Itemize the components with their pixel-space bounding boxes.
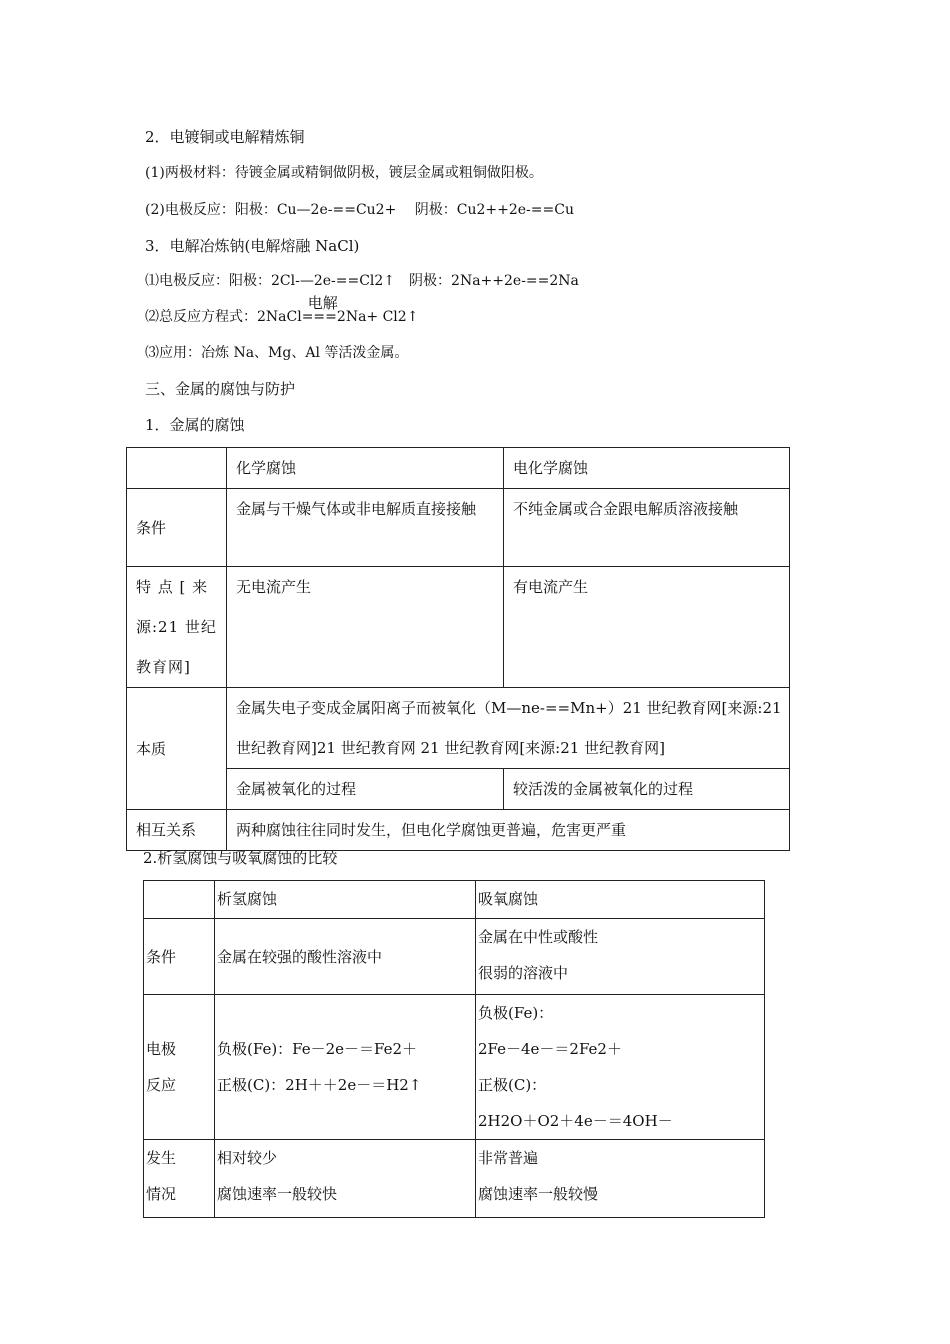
table-cell: 金属被氧化的过程 [227,769,504,810]
row-label: 条件 [144,919,215,995]
cell-line: 电极 [146,1040,177,1058]
section3-item3: ⑶应用：冶炼 Na、Mg、Al 等活泼金属。 [145,345,409,361]
table-cell: 两种腐蚀往往同时发生，但电化学腐蚀更普遍，危害更严重 [227,810,790,851]
section2-item2: (2)电极反应：阳极：Cu—2e-==Cu2+ 阴极：Cu2++2e-==Cu [145,202,574,218]
cell-line: 2H2O＋O2＋4e－＝4OH－ [478,1112,673,1130]
table-header-cell: 电化学腐蚀 [504,448,790,489]
section2-item1: (1)两极材料：待镀金属或精铜做阴极，镀层金属或粗铜做阳极。 [145,165,543,181]
table-header-cell [144,881,215,919]
cell-line: 腐蚀速率一般较快 [217,1185,338,1203]
row-label [144,1140,215,1218]
table-header-cell [127,448,227,489]
table-row [127,448,790,489]
electrolysis-condition: 电解 [307,294,338,312]
cell-line: 金属在中性或酸性 [478,928,599,946]
electrolysis-sign [301,294,338,327]
cell-line: 正极(C)： [478,1076,547,1094]
section3-item2 [145,294,419,327]
table-cell: 无电流产生 [227,567,504,688]
table-row [127,769,790,810]
table-cell [215,1140,476,1218]
table-cell: 金属失电子变成金属阳离子而被氧化（M—ne-==Mn+）21 世纪教育网[来源:21 世纪教育网]21 世纪教育网 21 世纪教育网[来源:21 世纪教育网] [227,688,790,769]
cell-line: 负极(Fe)：Fe－2e－＝Fe2＋ [217,1040,418,1058]
row-label: 条件 [127,489,227,567]
cell-line: 腐蚀速率一般较慢 [478,1185,599,1203]
equation-suffix: 2Na+ Cl2↑ [336,309,419,325]
section3-heading: 3．电解冶炼钠(电解熔融 NaCl) [145,237,360,255]
cell-line: 正极(C)：2H＋＋2e－＝H2↑ [217,1076,422,1094]
equation-arrow: === [301,309,337,325]
table-cell: 有电流产生 [504,567,790,688]
hydrogen-oxygen-table [143,880,765,1218]
table-cell: 金属在较强的酸性溶液中 [215,919,476,995]
part3-sub2: 2.析氢腐蚀与吸氧腐蚀的比较 [143,849,338,867]
cell-line: 发生 [146,1149,177,1167]
row-label: 本质 [127,688,227,810]
cell-line: 反应 [146,1076,177,1094]
cell-line: 负极(Fe)： [478,1004,554,1022]
table-row [144,881,765,919]
cell-line: 相对较少 [217,1149,278,1167]
part3-sub1: 1．金属的腐蚀 [145,416,245,434]
table-cell: 不纯金属或合金跟电解质溶液接触 [504,489,790,567]
table-cell [476,1140,765,1218]
table-cell: 金属与干燥气体或非电解质直接接触 [227,489,504,567]
table-row [144,919,765,995]
table-row [127,489,790,567]
table-row [127,810,790,851]
table-row [127,567,790,688]
table-cell [215,995,476,1140]
table-header-cell: 吸氧腐蚀 [476,881,765,919]
table-cell: 较活泼的金属被氧化的过程 [504,769,790,810]
row-label [144,995,215,1140]
corrosion-table [126,447,790,851]
cell-line: 2Fe－4e－＝2Fe2＋ [478,1040,622,1058]
cell-line: 非常普遍 [478,1149,539,1167]
table-cell [476,995,765,1140]
table-row [144,995,765,1140]
cell-line: 很弱的溶液中 [478,964,569,982]
section2-heading: 2．电镀铜或电解精炼铜 [145,128,305,146]
table-row [127,688,790,769]
part3-heading: 三、金属的腐蚀与防护 [145,380,296,398]
equation-prefix: ⑵总反应方程式：2NaCl [145,309,302,325]
section3-item1: ⑴电极反应：阳极：2Cl-—2e-==Cl2↑ 阴极：2Na++2e-==2Na [145,273,579,289]
table-header-cell: 析氢腐蚀 [215,881,476,919]
row-label: 特 点 [ 来源:21 世纪教育网] [127,567,227,688]
table-cell [476,919,765,995]
table-row [144,1140,765,1218]
table-header-cell: 化学腐蚀 [227,448,504,489]
cell-line: 情况 [146,1185,177,1203]
row-label: 相互关系 [127,810,227,851]
